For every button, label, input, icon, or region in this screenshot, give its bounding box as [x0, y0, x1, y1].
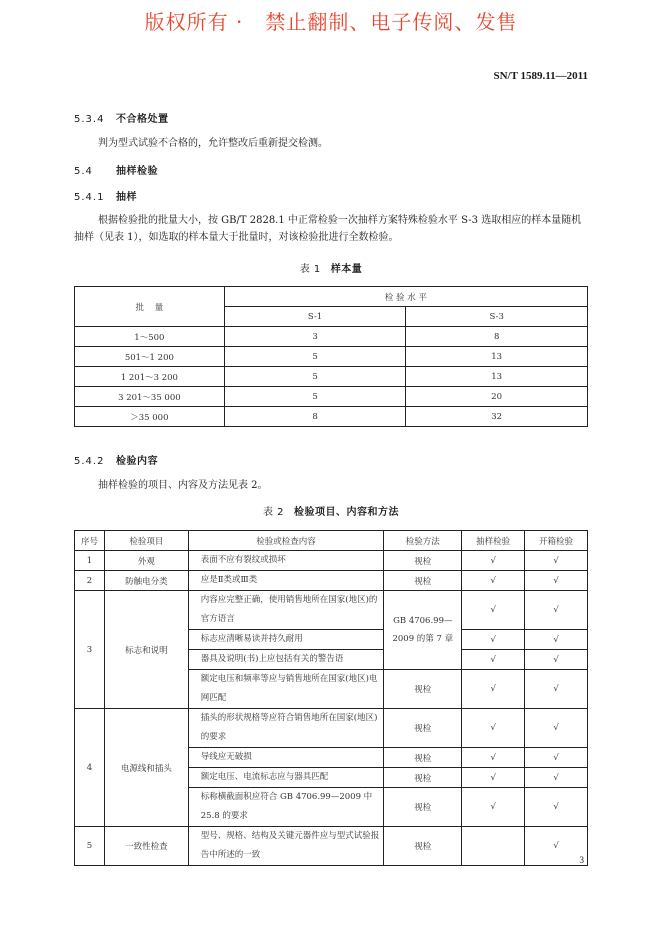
section-number: 5.4.2 — [74, 456, 105, 467]
s3-cell: 20 — [406, 387, 588, 407]
item-cell: 标志和说明 — [104, 591, 188, 709]
content-cell: 导线应无破损 — [188, 748, 384, 768]
check-mark-icon: √ — [462, 748, 525, 768]
section-5-4-2-heading — [74, 452, 158, 467]
section-5-3-4-heading — [74, 110, 169, 125]
item-cell: 防触电分类 — [104, 571, 188, 591]
page-number: 3 — [579, 855, 584, 865]
check-mark-icon: √ — [525, 768, 588, 788]
caption-number: 表 1 — [299, 264, 321, 275]
copyright-watermark: 版权所有 · 禁止翻制、电子传阅、发售 — [144, 10, 518, 34]
item-cell: 外观 — [104, 551, 188, 571]
table-row — [75, 551, 588, 571]
batch-cell: ＞35 000 — [75, 407, 225, 427]
check-mark-icon: √ — [525, 709, 588, 748]
method-cell: 视检 — [384, 551, 462, 571]
row-number: 2 — [75, 571, 105, 591]
s1-cell: 5 — [224, 387, 406, 407]
header-inspection-level: 检 验 水 平 — [224, 287, 587, 307]
item-cell: 电源线和插头 — [104, 709, 188, 827]
s1-cell: 5 — [224, 347, 406, 367]
table-row — [75, 327, 588, 347]
table-row — [75, 709, 588, 748]
caption-title: 样本量 — [330, 264, 363, 275]
section-title: 抽样检验 — [116, 166, 158, 177]
table-row — [75, 827, 588, 866]
inspection-items-table — [74, 530, 588, 866]
row-number: 4 — [75, 709, 105, 827]
method-cell: 视检 — [384, 571, 462, 591]
check-mark-icon: √ — [462, 551, 525, 571]
content-cell: 插头的形状规格等应符合销售地所在国家(地区)的要求 — [188, 709, 384, 748]
check-mark-icon: √ — [462, 630, 525, 650]
method-cell: 视检 — [384, 788, 462, 827]
standard-code: SN/T 1589.11—2011 — [493, 70, 588, 82]
section-number: 5.4 — [74, 166, 93, 177]
check-mark-icon: √ — [462, 768, 525, 788]
method-cell: 视检 — [384, 768, 462, 788]
check-mark-icon: √ — [525, 748, 588, 768]
row-number: 1 — [75, 551, 105, 571]
content-cell: 应是Ⅱ类或Ⅲ类 — [188, 571, 384, 591]
s3-cell: 13 — [406, 347, 588, 367]
row-number: 3 — [75, 591, 105, 709]
section-5-4-1-heading — [74, 188, 137, 203]
content-cell: 器具及说明(书)上应包括有关的警告语 — [188, 650, 384, 670]
section-5-4-2-text: 抽样检验的项目、内容及方法见表 2。 — [98, 480, 268, 491]
s3-cell: 8 — [406, 327, 588, 347]
section-title: 不合格处置 — [116, 114, 169, 125]
header-no: 序号 — [75, 531, 105, 551]
table-row — [75, 407, 588, 427]
item-cell: 一致性检查 — [104, 827, 188, 866]
check-mark-icon: √ — [462, 670, 525, 709]
section-5-3-4-text: 判为型式试验不合格的，允许整改后重新提交检测。 — [98, 138, 328, 149]
header-content: 检验或检查内容 — [188, 531, 384, 551]
table-row — [75, 387, 588, 407]
caption-title: 检验项目、内容和方法 — [294, 507, 400, 518]
table-row — [75, 571, 588, 591]
content-cell: 内容应完整正确，使用销售地所在国家(地区)的官方语言 — [188, 591, 384, 630]
batch-cell: 501～1 200 — [75, 347, 225, 367]
check-mark-icon: √ — [462, 709, 525, 748]
check-mark-icon: √ — [462, 650, 525, 670]
batch-cell: 3 201～35 000 — [75, 387, 225, 407]
sample-size-table — [74, 286, 588, 427]
content-cell: 额定电压和频率等应与销售地所在国家(地区)电网匹配 — [188, 670, 384, 709]
table-1-caption — [0, 260, 662, 275]
table-2-caption — [0, 503, 662, 518]
check-mark-icon: √ — [462, 571, 525, 591]
header-batch: 批 量 — [75, 287, 225, 327]
method-cell: 视检 — [384, 827, 462, 866]
check-mark-icon: √ — [525, 827, 588, 866]
table-row — [75, 591, 588, 630]
header-s1: S-1 — [224, 307, 406, 327]
header-method: 检验方法 — [384, 531, 462, 551]
s1-cell: 3 — [224, 327, 406, 347]
s3-cell: 32 — [406, 407, 588, 427]
caption-number: 表 2 — [262, 507, 285, 518]
content-cell: 表面不应有裂纹或损坏 — [188, 551, 384, 571]
batch-cell: 1～500 — [75, 327, 225, 347]
s3-cell: 13 — [406, 367, 588, 387]
section-5-4-1-text: 根据检验批的批量大小，按 GB/T 2828.1 中正常检验一次抽样方案特殊检验水平 S-3 选取相应的样本量随机抽样（见表 1），如选取的样本量大于批量时，对该检验批进行全数检验。 — [74, 215, 582, 243]
check-mark-icon: √ — [525, 630, 588, 650]
section-title: 抽样 — [116, 192, 137, 203]
header-s3: S-3 — [406, 307, 588, 327]
empty-cell — [462, 827, 525, 866]
table-row — [75, 347, 588, 367]
section-title: 检验内容 — [116, 456, 158, 467]
method-cell: GB 4706.99—2009 的第 7 章 — [384, 591, 462, 670]
section-number: 5.4.1 — [74, 192, 105, 203]
check-mark-icon: √ — [462, 591, 525, 630]
check-mark-icon: √ — [525, 788, 588, 827]
check-mark-icon: √ — [525, 650, 588, 670]
method-cell: 视检 — [384, 748, 462, 768]
content-cell: 标称横截面积应符合 GB 4706.99—2009 中 25.8 的要求 — [188, 788, 384, 827]
check-mark-icon: √ — [462, 788, 525, 827]
check-mark-icon: √ — [525, 551, 588, 571]
check-mark-icon: √ — [525, 571, 588, 591]
content-cell: 型号、规格、结构及关键元器件应与型式试验报告中所述的一致 — [188, 827, 384, 866]
section-5-4-heading — [74, 162, 158, 177]
check-mark-icon: √ — [525, 591, 588, 630]
row-number: 5 — [75, 827, 105, 866]
s1-cell: 8 — [224, 407, 406, 427]
content-cell: 额定电压、电流标志应与器具匹配 — [188, 768, 384, 788]
content-cell: 标志应清晰易读并持久耐用 — [188, 630, 384, 650]
method-cell: 视检 — [384, 670, 462, 709]
method-cell: 视检 — [384, 709, 462, 748]
section-number: 5.3.4 — [74, 114, 105, 125]
header-unpack: 开箱检验 — [525, 531, 588, 551]
header-item: 检验项目 — [104, 531, 188, 551]
check-mark-icon: √ — [525, 670, 588, 709]
header-sampling: 抽样检验 — [462, 531, 525, 551]
s1-cell: 5 — [224, 367, 406, 387]
table-row — [75, 367, 588, 387]
batch-cell: 1 201～3 200 — [75, 367, 225, 387]
